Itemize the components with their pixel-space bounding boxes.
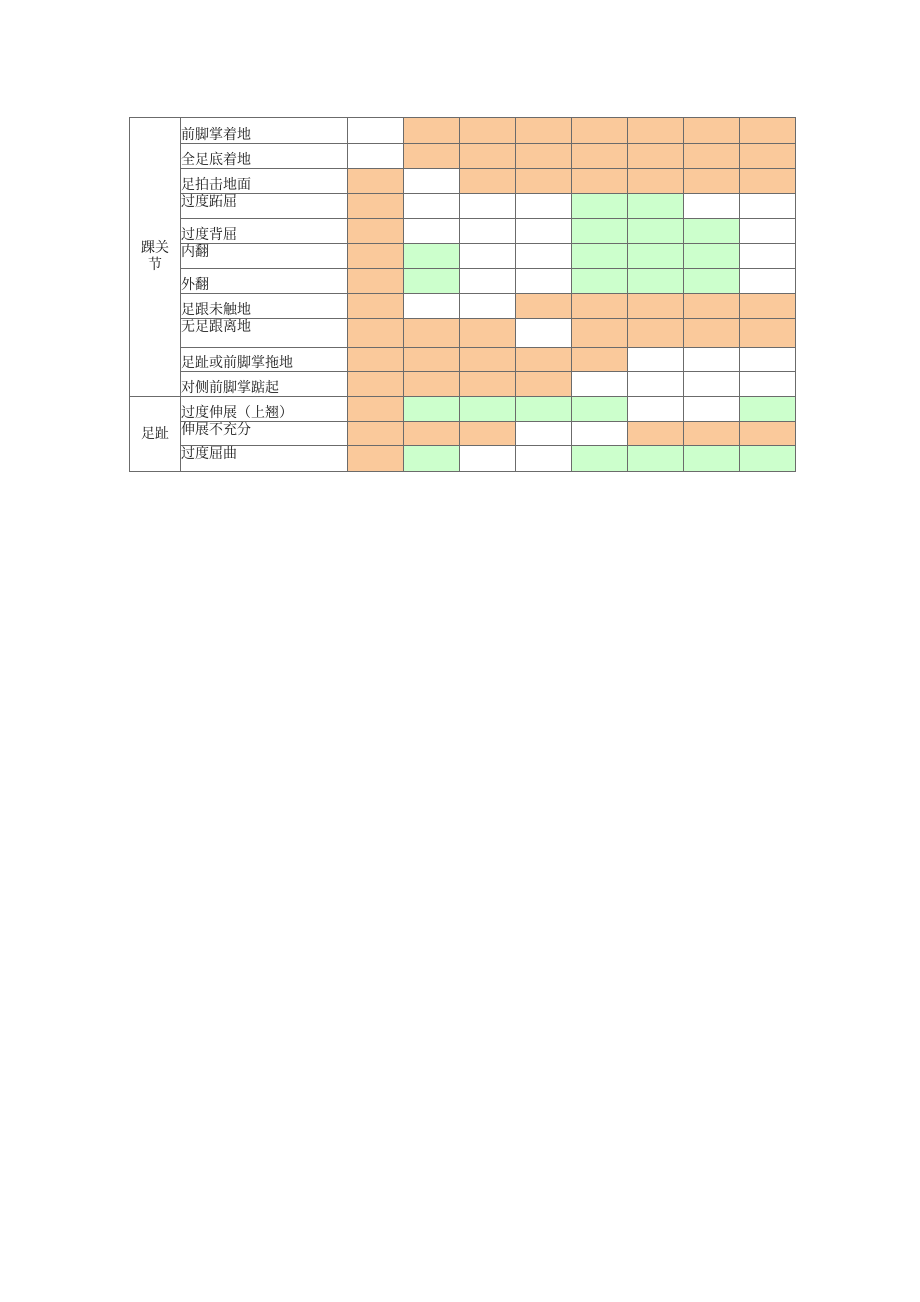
status-cell [348, 144, 404, 169]
status-cell [684, 422, 740, 446]
status-cell [460, 294, 516, 319]
status-cell [516, 446, 572, 472]
status-cell [572, 422, 628, 446]
status-cell [460, 144, 516, 169]
status-cell [572, 144, 628, 169]
table-row [130, 294, 796, 319]
table-row [130, 397, 796, 422]
status-cell [572, 194, 628, 219]
table-row [130, 219, 796, 244]
status-cell [628, 169, 684, 194]
status-cell [348, 294, 404, 319]
row-label: 内翻 [181, 244, 348, 269]
status-cell [628, 118, 684, 144]
status-cell [572, 319, 628, 348]
status-cell [516, 397, 572, 422]
status-cell [740, 422, 796, 446]
row-label: 过度跖屈 [181, 194, 348, 219]
status-cell [516, 194, 572, 219]
status-cell [740, 319, 796, 348]
table-row [130, 422, 796, 446]
status-cell [348, 194, 404, 219]
row-label: 足跟未触地 [181, 294, 348, 319]
status-cell [684, 219, 740, 244]
row-label: 外翻 [181, 269, 348, 294]
status-cell [740, 144, 796, 169]
status-cell [460, 397, 516, 422]
table-row [130, 319, 796, 348]
status-cell [684, 144, 740, 169]
status-cell [460, 269, 516, 294]
status-cell [628, 144, 684, 169]
status-cell [684, 319, 740, 348]
status-cell [740, 169, 796, 194]
status-cell [348, 319, 404, 348]
status-cell [348, 118, 404, 144]
status-cell [516, 348, 572, 372]
status-cell [460, 169, 516, 194]
status-cell [628, 269, 684, 294]
status-cell [516, 169, 572, 194]
status-cell [684, 118, 740, 144]
status-cell [628, 372, 684, 397]
status-cell [684, 348, 740, 372]
status-cell [460, 118, 516, 144]
status-cell [348, 244, 404, 269]
gait-deviation-table [129, 117, 796, 472]
status-cell [740, 194, 796, 219]
status-cell [348, 348, 404, 372]
status-cell [348, 422, 404, 446]
status-cell [348, 269, 404, 294]
table-row [130, 269, 796, 294]
status-cell [404, 244, 460, 269]
status-cell [404, 118, 460, 144]
status-cell [516, 294, 572, 319]
row-label: 过度屈曲 [181, 446, 348, 472]
status-cell [460, 244, 516, 269]
status-cell [516, 244, 572, 269]
status-cell [628, 294, 684, 319]
status-cell [404, 422, 460, 446]
status-cell [404, 446, 460, 472]
status-cell [460, 194, 516, 219]
status-cell [516, 422, 572, 446]
status-cell [740, 446, 796, 472]
status-cell [404, 169, 460, 194]
status-cell [572, 219, 628, 244]
status-cell [516, 219, 572, 244]
status-cell [404, 319, 460, 348]
status-cell [404, 372, 460, 397]
status-cell [572, 244, 628, 269]
row-label: 过度背屈 [181, 219, 348, 244]
status-cell [628, 219, 684, 244]
status-cell [684, 169, 740, 194]
status-cell [516, 372, 572, 397]
status-cell [684, 372, 740, 397]
status-cell [404, 348, 460, 372]
status-cell [348, 219, 404, 244]
table-row [130, 194, 796, 219]
status-cell [628, 348, 684, 372]
status-cell [628, 194, 684, 219]
status-cell [460, 319, 516, 348]
status-cell [516, 269, 572, 294]
status-cell [460, 348, 516, 372]
status-cell [404, 194, 460, 219]
toe-group-label: 足趾 [130, 397, 181, 472]
table-row [130, 144, 796, 169]
status-cell [572, 294, 628, 319]
status-cell [572, 169, 628, 194]
status-cell [740, 219, 796, 244]
table-row [130, 244, 796, 269]
row-label: 无足跟离地 [181, 319, 348, 348]
status-cell [572, 446, 628, 472]
status-cell [684, 294, 740, 319]
status-cell [348, 169, 404, 194]
row-label: 全足底着地 [181, 144, 348, 169]
status-cell [404, 397, 460, 422]
status-cell [628, 446, 684, 472]
ankle-group-label: 踝关节 [130, 118, 181, 397]
status-cell [740, 244, 796, 269]
status-cell [628, 422, 684, 446]
status-cell [572, 397, 628, 422]
status-cell [684, 269, 740, 294]
status-cell [404, 269, 460, 294]
table-row [130, 118, 796, 144]
status-cell [404, 219, 460, 244]
row-label: 足拍击地面 [181, 169, 348, 194]
table-row [130, 372, 796, 397]
status-cell [628, 397, 684, 422]
row-label: 前脚掌着地 [181, 118, 348, 144]
status-cell [572, 348, 628, 372]
status-cell [740, 118, 796, 144]
row-label: 足趾或前脚掌拖地 [181, 348, 348, 372]
status-cell [516, 319, 572, 348]
status-cell [628, 319, 684, 348]
status-cell [740, 294, 796, 319]
status-cell [684, 397, 740, 422]
status-cell [572, 269, 628, 294]
status-cell [684, 194, 740, 219]
status-cell [740, 348, 796, 372]
status-cell [404, 294, 460, 319]
status-cell [628, 244, 684, 269]
status-cell [740, 397, 796, 422]
status-cell [684, 446, 740, 472]
table-row [130, 446, 796, 472]
status-cell [460, 446, 516, 472]
status-cell [348, 372, 404, 397]
status-cell [404, 144, 460, 169]
status-cell [572, 372, 628, 397]
table-row [130, 348, 796, 372]
status-cell [348, 397, 404, 422]
row-label: 过度伸展（上翘） [181, 397, 348, 422]
status-cell [516, 118, 572, 144]
status-cell [572, 118, 628, 144]
status-cell [348, 446, 404, 472]
status-cell [516, 144, 572, 169]
status-cell [460, 372, 516, 397]
status-cell [684, 244, 740, 269]
status-cell [460, 422, 516, 446]
row-label: 对侧前脚掌踮起 [181, 372, 348, 397]
status-cell [740, 269, 796, 294]
status-cell [740, 372, 796, 397]
row-label: 伸展不充分 [181, 422, 348, 446]
status-cell [460, 219, 516, 244]
table-row [130, 169, 796, 194]
